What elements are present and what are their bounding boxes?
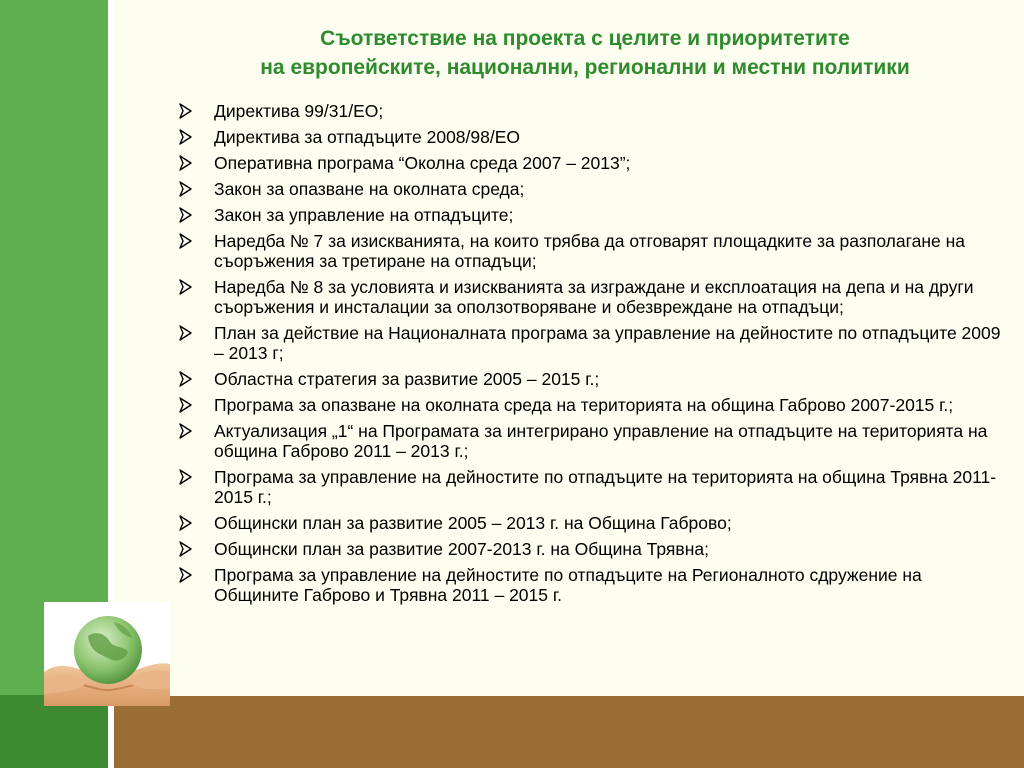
list-item: [176, 395, 1006, 415]
list-item: [176, 467, 1006, 507]
list-item-text: Директива 99/31/ЕО;: [214, 101, 384, 121]
arrow-bullet-icon: [178, 514, 194, 532]
list-item-text: Областна стратегия за развитие 2005 – 2015 г.;: [214, 369, 600, 389]
list-item-text: Закон за опазване на околната среда;: [214, 179, 525, 199]
list-item: [176, 513, 1006, 533]
list-item: [176, 323, 1006, 363]
list-item-text: Програма за управление на дейностите по отпадъците на Регионалното сдружение на Общините Габрово и Трявна 2011 – 2015 г.: [214, 565, 922, 605]
list-item: [176, 369, 1006, 389]
list-item: [176, 277, 1006, 317]
list-item: [176, 565, 1006, 605]
arrow-bullet-icon: [178, 180, 194, 198]
arrow-bullet-icon: [178, 422, 194, 440]
arrow-bullet-icon: [178, 468, 194, 486]
list-item-text: Наредба № 8 за условията и изискванията за изграждане и експлоатация на депа и на други съоръжения и инсталации за оползотворяване и обезвреждане на отпадъци;: [214, 277, 974, 317]
list-item: [176, 421, 1006, 461]
arrow-bullet-icon: [178, 102, 194, 120]
list-item: [176, 179, 1006, 199]
list-item: [176, 127, 1006, 147]
bottom-decor-bar: [114, 696, 1024, 768]
list-item: [176, 101, 1006, 121]
list-item-text: Актуализация „1“ на Програмата за интегрирано управление на отпадъците на територията на община Габрово 2011 – 2013 г.;: [214, 421, 988, 461]
policy-list: [176, 101, 1006, 611]
slide-title-line-2: на европейските, национални, регионални и местни политики: [260, 56, 910, 79]
slide-title-line-1: Съответствие на проекта с целите и приоритетите: [320, 27, 850, 50]
arrow-bullet-icon: [178, 324, 194, 342]
list-item-text: Общински план за развитие 2005 – 2013 г. на Община Габрово;: [214, 513, 732, 533]
list-item-text: План за действие на Националната програма за управление на дейностите по отпадъците 2009 – 2013 г;: [214, 323, 1001, 363]
arrow-bullet-icon: [178, 566, 194, 584]
list-item-text: Закон за управление на отпадъците;: [214, 205, 514, 225]
globe-in-hands-icon: [44, 602, 170, 706]
arrow-bullet-icon: [178, 154, 194, 172]
list-item-text: Наредба № 7 за изискванията, на които трябва да отговарят площадките за разполагане на съоръжения за третиране на отпадъци;: [214, 231, 966, 271]
list-item-text: Програма за управление на дейностите по отпадъците на територията на община Трявна 2011-2015 г.;: [214, 467, 997, 507]
list-item: [176, 153, 1006, 173]
list-item-text: Общински план за развитие 2007-2013 г. на Община Трявна;: [214, 539, 709, 559]
list-item: [176, 539, 1006, 559]
arrow-bullet-icon: [178, 370, 194, 388]
arrow-bullet-icon: [178, 128, 194, 146]
list-item: [176, 231, 1006, 271]
arrow-bullet-icon: [178, 396, 194, 414]
list-item-text: Оперативна програма “Околна среда 2007 – 2013”;: [214, 153, 631, 173]
arrow-bullet-icon: [178, 540, 194, 558]
arrow-bullet-icon: [178, 206, 194, 224]
list-item-text: Директива за отпадъците 2008/98/ЕО: [214, 127, 521, 147]
arrow-bullet-icon: [178, 232, 194, 250]
list-item: [176, 205, 1006, 225]
arrow-bullet-icon: [178, 278, 194, 296]
list-item-text: Програма за опазване на околната среда на територията на община Габрово 2007-2015 г.;: [214, 395, 954, 415]
slide-title: [150, 24, 1020, 82]
